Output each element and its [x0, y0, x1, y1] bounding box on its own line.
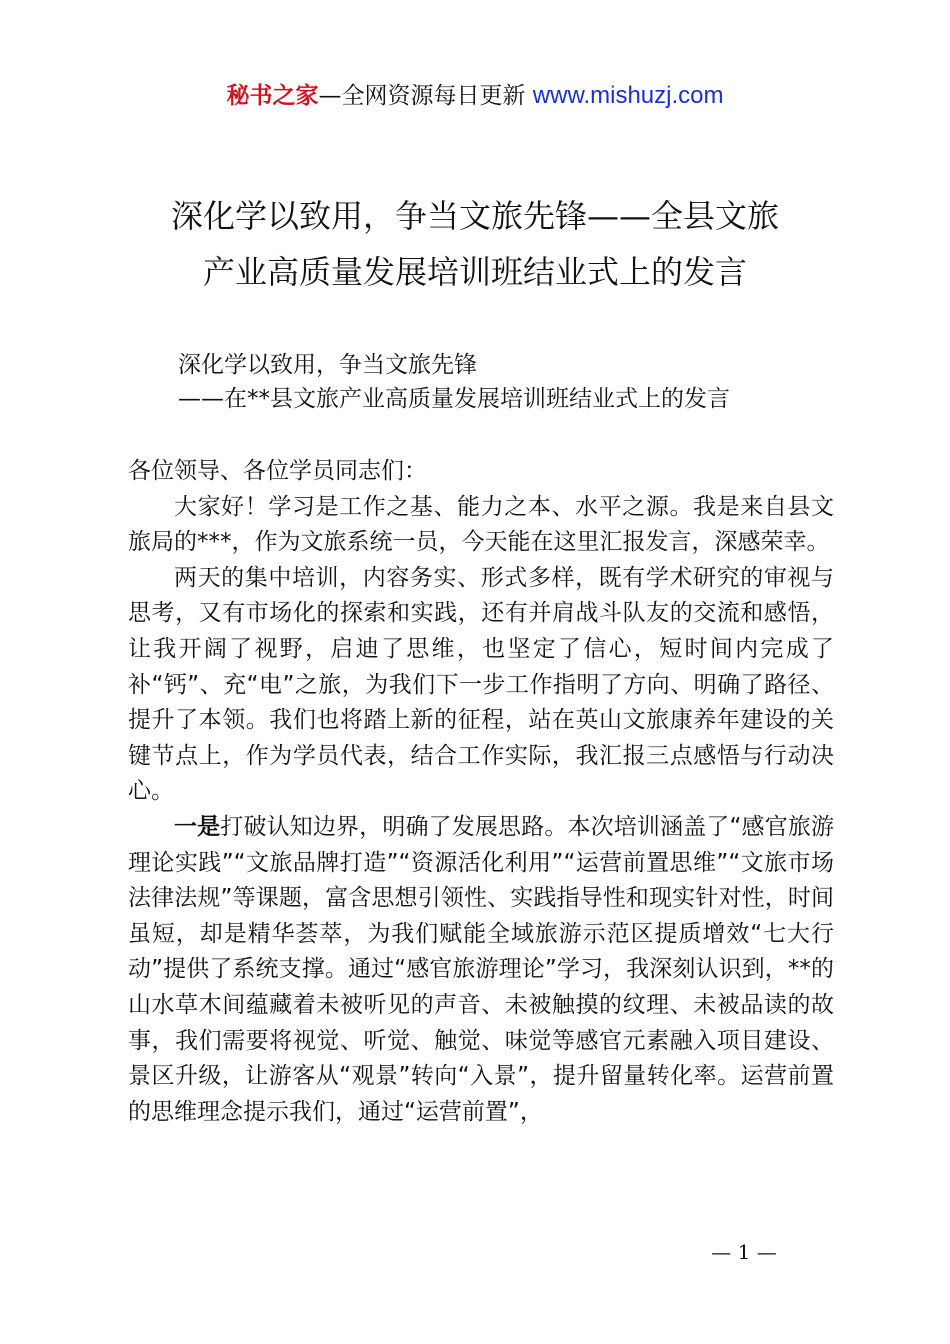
site-header: [0, 80, 950, 112]
site-url-link[interactable]: www.mishuzj.com: [532, 82, 724, 109]
site-brand: 秘书之家: [226, 83, 319, 109]
document-title-line-2: 产业高质量发展培训班结业式上的发言: [202, 253, 747, 291]
document-title: [0, 188, 950, 300]
paragraph-3: [128, 810, 834, 1130]
page-number: — 1 —: [711, 1240, 777, 1264]
document-title-line-1: 深化学以致用，争当文旅先锋——全县文旅: [170, 197, 779, 235]
document-body: [128, 454, 834, 1130]
salutation: 各位领导、各位学员同志们：: [128, 458, 427, 484]
subtitle-line-2: ——在**县文旅产业高质量发展培训班结业式上的发言: [178, 386, 730, 412]
site-tagline: —全网资源每日更新: [318, 83, 533, 109]
paragraph-2: 两天的集中培训，内容务实、形式多样，既有学术研究的审视与思考，又有市场化的探索和实践，还有并肩战斗队友的交流和感悟，让我开阔了视野，启迪了思维，也坚定了信心，短时间内完成了补“钙”、充“电”之旅，为我们下一步工作指明了方向、明确了路径、提升了本领。我们也将踏上新的征程，站在英山文旅康养年建设的关键节点上，作为学员代表，结合工作实际，我汇报三点感悟与行动决心。: [128, 564, 834, 805]
subtitle-line-1: 深化学以致用，争当文旅先锋: [178, 352, 477, 378]
paragraph-1: 大家好！学习是工作之基、能力之本、水平之源。我是来自县文旅局的***，作为文旅系统一员，今天能在这里汇报发言，深感荣幸。: [128, 493, 834, 556]
document-subtitle: [178, 348, 730, 416]
paragraph-3-text: 打破认知边界，明确了发展思路。本次培训涵盖了“感官旅游理论实践”“文旅品牌打造”“资源活化利用”“运营前置思维”“文旅市场法律法规”等课题，富含思想引领性、实践指导性和现实针对性，时间虽短，却是精华荟萃，为我们赋能全域旅游示范区提质增效“七大行动”提供了系统支撑。通过“感官旅游理论”学习，我深刻认识到，**的山水草木间蕴藏着未被听见的声音、未被触摸的纹理、未被品读的故事，我们需要将视觉、听觉、触觉、味觉等感官元素融入项目建设、景区升级，让游客从“观景”转向“入景”，提升留量转化率。运营前置的思维理念提示我们，通过“运营前置”，: [128, 813, 834, 1125]
paragraph-3-lead: 一是: [174, 813, 221, 840]
